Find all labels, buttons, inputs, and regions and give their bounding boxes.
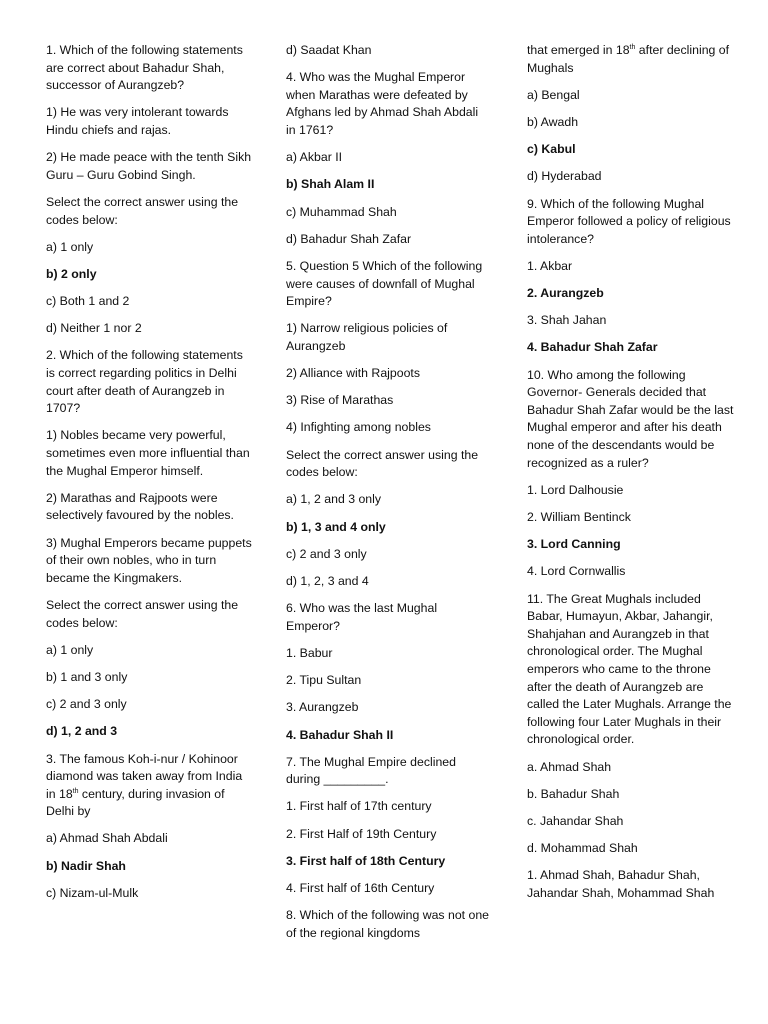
quiz-line: d) Saadat Khan bbox=[286, 43, 372, 57]
quiz-line: b. Bahadur Shah bbox=[527, 786, 620, 801]
quiz-line: 8. Which of the following was not one of the regional kingdoms bbox=[286, 908, 490, 940]
quiz-line: c) Both 1 and 2 bbox=[46, 294, 130, 309]
quiz-line: 2. Tipu Sultan bbox=[286, 673, 362, 688]
superscript: th bbox=[629, 43, 636, 51]
quiz-line: b) Shah Alam II bbox=[286, 177, 375, 192]
quiz-line: 1. Akbar bbox=[527, 258, 573, 273]
quiz-line: 3. Aurangzeb bbox=[286, 700, 359, 715]
quiz-line: 10. Who among the following Governor- Generals decided that Bahadur Shah Zafar would be the last Mughal emperor and after his death none of the descendants would be recognized as a ruler? bbox=[527, 367, 734, 470]
quiz-line: c) Nizam-ul-Mulk bbox=[46, 885, 139, 900]
quiz-line bbox=[46, 751, 252, 821]
quiz-line: 11. The Great Mughals included Babar, Humayun, Akbar, Jahangir, Shahjahan and Aurangzeb in that chronological order. The Mughal emperors who came to the throne after the death of Aurangzeb are called the Later Mughals. Arrange the following four Later Mughals in their chronological order. bbox=[527, 591, 732, 747]
quiz-line: c) 2 and 3 only bbox=[46, 697, 127, 712]
quiz-line: 1. Babur bbox=[286, 645, 333, 660]
quiz-line: 2) He made peace with the tenth Sikh Guru – Guru Gobind Singh. bbox=[46, 150, 252, 182]
quiz-line: 4. Bahadur Shah Zafar bbox=[527, 340, 658, 355]
quiz-line-text: that emerged in 18 bbox=[527, 43, 630, 57]
quiz-line: 2. Aurangzeb bbox=[527, 286, 604, 301]
superscript: th bbox=[72, 787, 79, 795]
quiz-line: b) 1 and 3 only bbox=[46, 669, 128, 684]
quiz-line-text: century, during invasion of Delhi by bbox=[46, 786, 225, 819]
quiz-line: 4) Infighting among nobles bbox=[286, 420, 431, 435]
quiz-line: c. Jahandar Shah bbox=[527, 813, 624, 828]
quiz-line: 2) Marathas and Rajpoots were selectively favoured by the nobles. bbox=[46, 490, 234, 523]
quiz-line: 9. Which of the following Mughal Emperor followed a policy of religious intolerance? bbox=[527, 196, 731, 246]
quiz-line-text: after declining of Mughals bbox=[527, 43, 730, 75]
quiz-line: 3) Rise of Marathas bbox=[286, 393, 394, 408]
quiz-line: d) Hyderabad bbox=[527, 169, 602, 184]
quiz-line: c) Muhammad Shah bbox=[286, 204, 397, 219]
quiz-line: 1) Narrow religious policies of Aurangzeb bbox=[286, 321, 448, 353]
quiz-line: d. Mohammad Shah bbox=[527, 841, 638, 856]
quiz-line: d) Bahadur Shah Zafar bbox=[286, 231, 412, 246]
quiz-line: Select the correct answer using the codes below: bbox=[286, 447, 479, 480]
quiz-line: b) Awadh bbox=[527, 114, 579, 129]
quiz-line bbox=[527, 42, 735, 77]
quiz-line: a) Akbar II bbox=[286, 150, 343, 165]
quiz-line: 2. Which of the following statements is correct regarding politics in Delhi court after death of Aurangzeb in 1707? bbox=[46, 348, 243, 416]
quiz-line: a) Ahmad Shah Abdali bbox=[46, 831, 168, 846]
quiz-line: 4. Lord Cornwallis bbox=[527, 564, 626, 579]
quiz-line: a) 1, 2 and 3 only bbox=[286, 492, 382, 507]
column-1 bbox=[46, 42, 252, 912]
quiz-line: a. Ahmad Shah bbox=[527, 759, 612, 774]
quiz-line: a) Bengal bbox=[527, 87, 580, 102]
quiz-line: 2. William Bentinck bbox=[527, 510, 631, 524]
quiz-line: c) Kabul bbox=[527, 142, 576, 157]
quiz-line: 1. Ahmad Shah, Bahadur Shah, Jahandar Shah, Mohammad Shah bbox=[527, 868, 715, 900]
quiz-line-text: 3. The famous Koh-i-nur / Kohinoor diamond was taken away from India in 18 bbox=[46, 751, 243, 801]
quiz-line: 4. Bahadur Shah II bbox=[286, 727, 394, 742]
quiz-line: 2) Alliance with Rajpoots bbox=[286, 366, 420, 381]
quiz-line: 1. First half of 17th century bbox=[286, 799, 432, 814]
quiz-line: 3. First half of 18th Century bbox=[286, 853, 446, 868]
quiz-line: Select the correct answer using the codes below: bbox=[46, 597, 239, 630]
quiz-line: 2. First Half of 19th Century bbox=[286, 826, 437, 841]
quiz-line: b) 2 only bbox=[46, 266, 97, 281]
column-3 bbox=[527, 42, 735, 912]
quiz-line: Select the correct answer using the codes below: bbox=[46, 194, 239, 227]
quiz-line: 3. Shah Jahan bbox=[527, 313, 607, 328]
quiz-line: 5. Question 5 Which of the following were causes of downfall of Mughal Empire? bbox=[286, 258, 483, 309]
quiz-line: 1. Lord Dalhousie bbox=[527, 482, 624, 497]
quiz-line: 3. Lord Canning bbox=[527, 537, 621, 552]
quiz-line: 1) Nobles became very powerful, sometimes even more influential than the Mughal Emperor himself. bbox=[46, 428, 250, 478]
quiz-line: 4. Who was the Mughal Emperor when Marathas were defeated by Afghans led by Ahmad Shah Abdali in 1761? bbox=[286, 70, 479, 137]
quiz-line: 4. First half of 16th Century bbox=[286, 881, 435, 896]
quiz-line: 7. The Mughal Empire declined during _________. bbox=[286, 754, 456, 787]
quiz-line: 6. Who was the last Mughal Emperor? bbox=[286, 601, 438, 633]
quiz-line: b) Nadir Shah bbox=[46, 858, 126, 873]
quiz-line: 1) He was very intolerant towards Hindu chiefs and rajas. bbox=[46, 105, 229, 137]
quiz-line: a) 1 only bbox=[46, 642, 94, 657]
quiz-line: d) 1, 2, 3 and 4 bbox=[286, 573, 369, 588]
column-2 bbox=[286, 42, 490, 952]
quiz-line: a) 1 only bbox=[46, 239, 94, 254]
quiz-line: d) 1, 2 and 3 bbox=[46, 724, 118, 739]
quiz-line: c) 2 and 3 only bbox=[286, 546, 367, 561]
quiz-line: d) Neither 1 nor 2 bbox=[46, 321, 142, 336]
quiz-line: b) 1, 3 and 4 only bbox=[286, 519, 386, 534]
quiz-line: 1. Which of the following statements are correct about Bahadur Shah, successor of Aurangzeb? bbox=[46, 43, 243, 93]
quiz-line: 3) Mughal Emperors became puppets of their own nobles, who in turn became the Kingmakers. bbox=[46, 535, 252, 585]
